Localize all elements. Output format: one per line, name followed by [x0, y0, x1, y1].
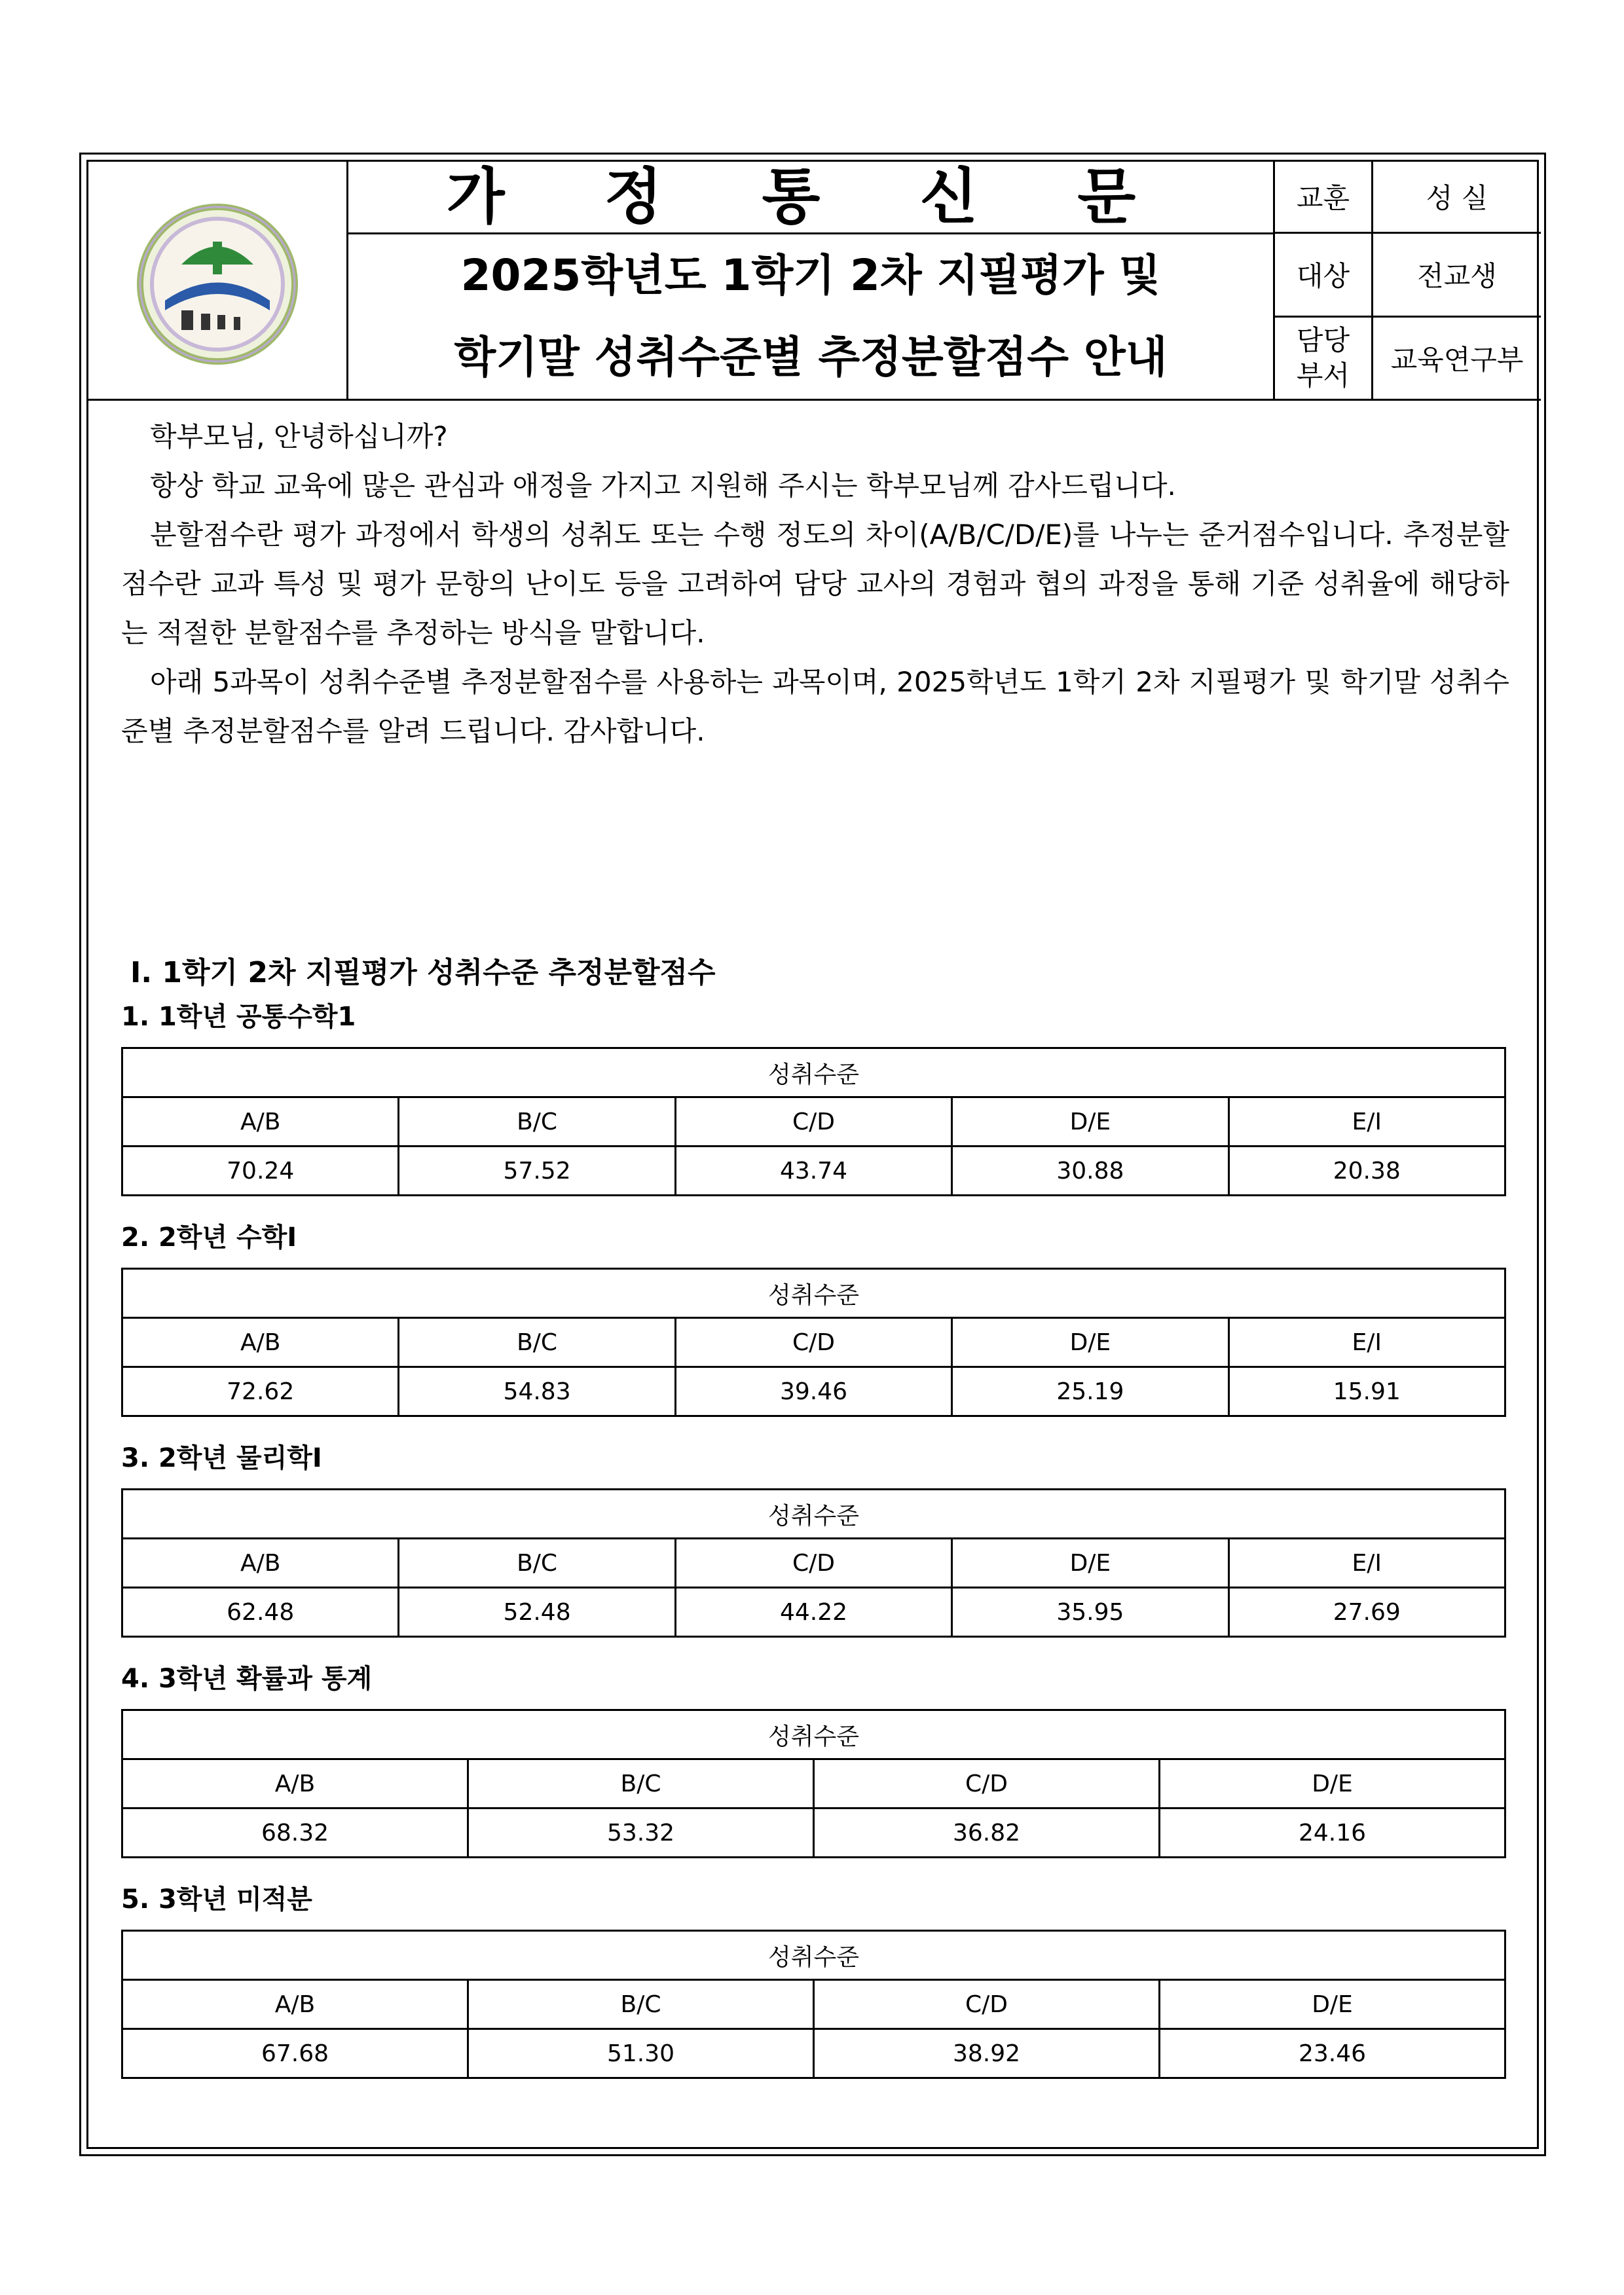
table-row [122, 1097, 1505, 1147]
level-cell: D/E [952, 1318, 1228, 1367]
target-value: 전교생 [1373, 232, 1541, 316]
table-header: 성취수준 [122, 1490, 1505, 1539]
greeting: 학부모님, 안녕하십니까? [150, 420, 448, 452]
score-cell: 72.62 [122, 1367, 399, 1416]
meta-table [1275, 162, 1541, 399]
section-title: Ⅰ. 1학기 2차 지필평가 성취수준 추정분할점수 [130, 956, 716, 989]
score-cell: 27.69 [1228, 1588, 1505, 1637]
table-row [122, 1269, 1505, 1318]
department-label [1275, 316, 1373, 399]
level-cell: B/C [399, 1097, 675, 1147]
school-emblem-icon [136, 202, 299, 366]
table-row [122, 1147, 1505, 1196]
department-label-line-1: 담당 [1296, 323, 1350, 356]
subject-title-2: 2. 2학년 수학Ⅰ [121, 1222, 297, 1253]
level-cell: C/D [814, 1980, 1160, 2029]
document-inner-frame [86, 160, 1539, 2149]
score-cell: 53.32 [468, 1808, 814, 1858]
level-cell: B/C [468, 1980, 814, 2029]
subject-title-3: 3. 2학년 물리학Ⅰ [121, 1443, 322, 1473]
score-table-1 [121, 1047, 1506, 1196]
table-header: 성취수준 [122, 1269, 1505, 1318]
table-row [122, 1808, 1505, 1858]
document-frame [79, 153, 1546, 2156]
table-row [122, 1539, 1505, 1588]
score-table-3 [121, 1488, 1506, 1638]
level-cell: B/C [468, 1759, 814, 1808]
score-cell: 38.92 [814, 2029, 1160, 2078]
subject-title-1: 1. 1학년 공통수학1 [121, 1002, 356, 1032]
table-row [122, 1367, 1505, 1416]
motto-label: 교훈 [1275, 162, 1373, 232]
score-cell: 20.38 [1228, 1147, 1505, 1196]
level-cell: D/E [952, 1539, 1228, 1588]
subtitle-line-2: 학기말 성취수준별 추정분할점수 안내 [454, 332, 1168, 382]
score-cell: 25.19 [952, 1367, 1228, 1416]
level-cell: A/B [122, 1097, 399, 1147]
score-cell: 39.46 [675, 1367, 951, 1416]
score-cell: 62.48 [122, 1588, 399, 1637]
intro-block [121, 412, 1509, 756]
level-cell: D/E [952, 1097, 1228, 1147]
level-cell: C/D [675, 1097, 951, 1147]
score-cell: 68.32 [122, 1808, 468, 1858]
level-cell: E/I [1228, 1318, 1505, 1367]
score-table-5 [121, 1930, 1506, 2079]
logo-cell [88, 162, 348, 399]
score-cell: 43.74 [675, 1147, 951, 1196]
table-header: 성취수준 [122, 1048, 1505, 1097]
table-row [122, 1318, 1505, 1367]
level-cell: D/E [1160, 1980, 1505, 2029]
table-row [122, 2029, 1505, 2078]
table-header: 성취수준 [122, 1931, 1505, 1980]
subject-title-5: 5. 3학년 미적분 [121, 1884, 312, 1915]
target-label: 대상 [1275, 232, 1373, 316]
score-cell: 67.68 [122, 2029, 468, 2078]
score-cell: 51.30 [468, 2029, 814, 2078]
score-cell: 57.52 [399, 1147, 675, 1196]
score-cell: 70.24 [122, 1147, 399, 1196]
motto-value: 성 실 [1373, 162, 1541, 232]
subtitle-line-1: 2025학년도 1학기 2차 지필평가 및 [460, 250, 1161, 301]
score-cell: 36.82 [814, 1808, 1160, 1858]
level-cell: C/D [675, 1318, 951, 1367]
score-cell: 30.88 [952, 1147, 1228, 1196]
level-cell: E/I [1228, 1097, 1505, 1147]
score-cell: 52.48 [399, 1588, 675, 1637]
score-cell: 35.95 [952, 1588, 1228, 1637]
score-cell: 23.46 [1160, 2029, 1505, 2078]
intro-paragraph-2: 분할점수란 평가 과정에서 학생의 성취도 또는 수행 정도의 차이(A/B/C/D/E)를 나누는 준거점수입니다. 추정분할점수란 교과 특성 및 평가 문항의 난이도 등을 고려하여 담당 교사의 경험과 협의 과정을 통해 기준 성취율에 해당하는 적절한 분할점수를 추정하는 방식을 말합니다. [121, 519, 1509, 649]
table-header: 성취수준 [122, 1710, 1505, 1759]
table-row [122, 1490, 1505, 1539]
title-cell [348, 162, 1275, 399]
table-row [122, 1759, 1505, 1808]
level-cell: A/B [122, 1318, 399, 1367]
level-cell: E/I [1228, 1539, 1505, 1588]
level-cell: A/B [122, 1759, 468, 1808]
intro-paragraph-3: 아래 5과목이 성취수준별 추정분할점수를 사용하는 과목이며, 2025학년도 1학기 2차 지필평가 및 학기말 성취수준별 추정분할점수를 알려 드립니다. 감사합니다. [121, 666, 1509, 747]
level-cell: C/D [675, 1539, 951, 1588]
table-row [122, 1588, 1505, 1637]
level-cell: A/B [122, 1539, 399, 1588]
table-row [122, 1980, 1505, 2029]
subject-title-4: 4. 3학년 확률과 통계 [121, 1664, 373, 1694]
level-cell: C/D [814, 1759, 1160, 1808]
department-label-line-2: 부서 [1296, 359, 1350, 392]
level-cell: B/C [399, 1539, 675, 1588]
level-cell: D/E [1160, 1759, 1505, 1808]
score-cell: 15.91 [1228, 1367, 1505, 1416]
level-cell: A/B [122, 1980, 468, 2029]
letter-title: 가 정 통 신 문 [348, 162, 1273, 234]
level-cell: B/C [399, 1318, 675, 1367]
score-cell: 44.22 [675, 1588, 951, 1637]
table-row [122, 1931, 1505, 1980]
score-table-4 [121, 1709, 1506, 1858]
score-table-2 [121, 1268, 1506, 1417]
letter-subtitle [348, 234, 1273, 399]
intro-paragraph-1: 항상 학교 교육에 많은 관심과 애정을 가지고 지원해 주시는 학부모님께 감사드립니다. [150, 469, 1176, 502]
score-cell: 54.83 [399, 1367, 675, 1416]
table-row [122, 1048, 1505, 1097]
score-cell: 24.16 [1160, 1808, 1505, 1858]
department-value: 교육연구부 [1373, 316, 1541, 399]
letter-header [88, 162, 1541, 401]
table-row [122, 1710, 1505, 1759]
